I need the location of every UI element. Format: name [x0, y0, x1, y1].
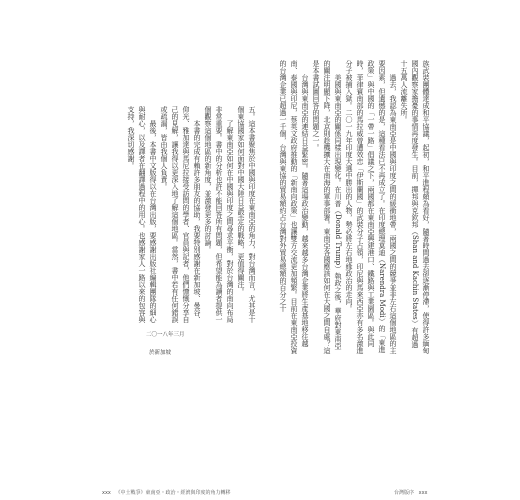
right-page-text-block: [266, 60, 431, 354]
page-number: xxx: [102, 490, 111, 496]
signature-date: 二〇一八年三月: [146, 332, 185, 338]
page-footer-right: [394, 489, 428, 496]
paragraph: 了解東南亞如何在中國與印度之間尋求平衡，對於台灣的南向布局非常重要。書中的分析也許不能回答所有問題，但希望能為讀者提供一個觀察這個地區的新角度，並激發更多的討論。: [204, 106, 234, 323]
running-title: 台灣版序: [394, 490, 415, 496]
paragraph: 本書的完成有賴許多朋友的協助，我要特別感謝在新加坡、曼谷、仰光、雅加達與馬尼拉接受訪問的學者、官員與記者，他們慷慨分享自己的見解，讓我得以更深入地了解這個地區。當然，書中若有任何錯誤或疏漏，皆由我個人負責。: [160, 106, 201, 323]
paragraph: 五。這本書聚焦於中國與印度在東南亞的角力，對台灣而言，尤其是十個東協國家如何面對中國大陸日益堅定的戰略，更值得關注。: [237, 106, 256, 323]
right-page: [260, 0, 520, 500]
signature-place: 於新加坡: [149, 350, 172, 356]
paragraph: 美國與東南亞的關係同樣出現變化。在川普（Donald Trump）執政之後，華府對東南亞的關注明顯下降，北京則趁機擴大在南海的軍事部署。東南亞各國應該如何在大國之間自處？這是本書試圖回答的問題之一。: [312, 60, 342, 354]
paragraph: 台灣與東南亞的連結日益緊密。隨著這場政治變動，越來越多台灣企業將生產基地移往越南、泰國與印尼，蔡英文政府推動的「新南向政策」也讓雙方交流更加頻繁。目前在東南亞投資的台灣企業已超過一千個，台灣與東協的貿易額約占台灣對外貿易總額的百分之十: [279, 60, 309, 354]
paragraph: 過去，我認為東南亞是中國與印度之間的緩衝地帶，兩國之間的競爭並非左右這個地區的主要因素，但遺憾的是，這種看法已不再成立了。在印度總理莫迪（Narendra Modi）的「東進政策」與中國的「一帶一路」倡議之下，兩國都在東南亞興建港口、鐵路與工業園區。與此同時，菲律賓南部的馬拉威曾遭效忠「伊斯蘭國」的武裝分子占領，印尼與馬來西亞亦有多名激進分子被捕入獄。二〇一九年印度大選中勝出的人物，勢必將左右地緣政治的走向。: [345, 60, 397, 354]
page-footer-left: [102, 489, 231, 496]
left-page-text-block: [123, 106, 257, 326]
running-title: 《中土戰爭》東南亞・政治・經濟與印度的角力轉移: [115, 490, 231, 496]
page-number: xxx: [418, 490, 428, 496]
paragraph: 最後，本書中文版得以在台灣出版，要感謝出版社編輯團隊的細心與耐心，以及譯者在翻譯過程中的用心。也感謝家人一路以來的包容與支持，我深切感謝。: [127, 106, 157, 323]
paragraph: 族武裝團體達成和平協議，起初，和平進程頗為看好，隨著時間過去卻逐漸停滯，使得許多緬甸國內觀察家擔憂的事情再度發生。目前，撣邦與克欽邦（Shan and Kachin States）有超過十五萬人流離失所。: [400, 60, 430, 354]
